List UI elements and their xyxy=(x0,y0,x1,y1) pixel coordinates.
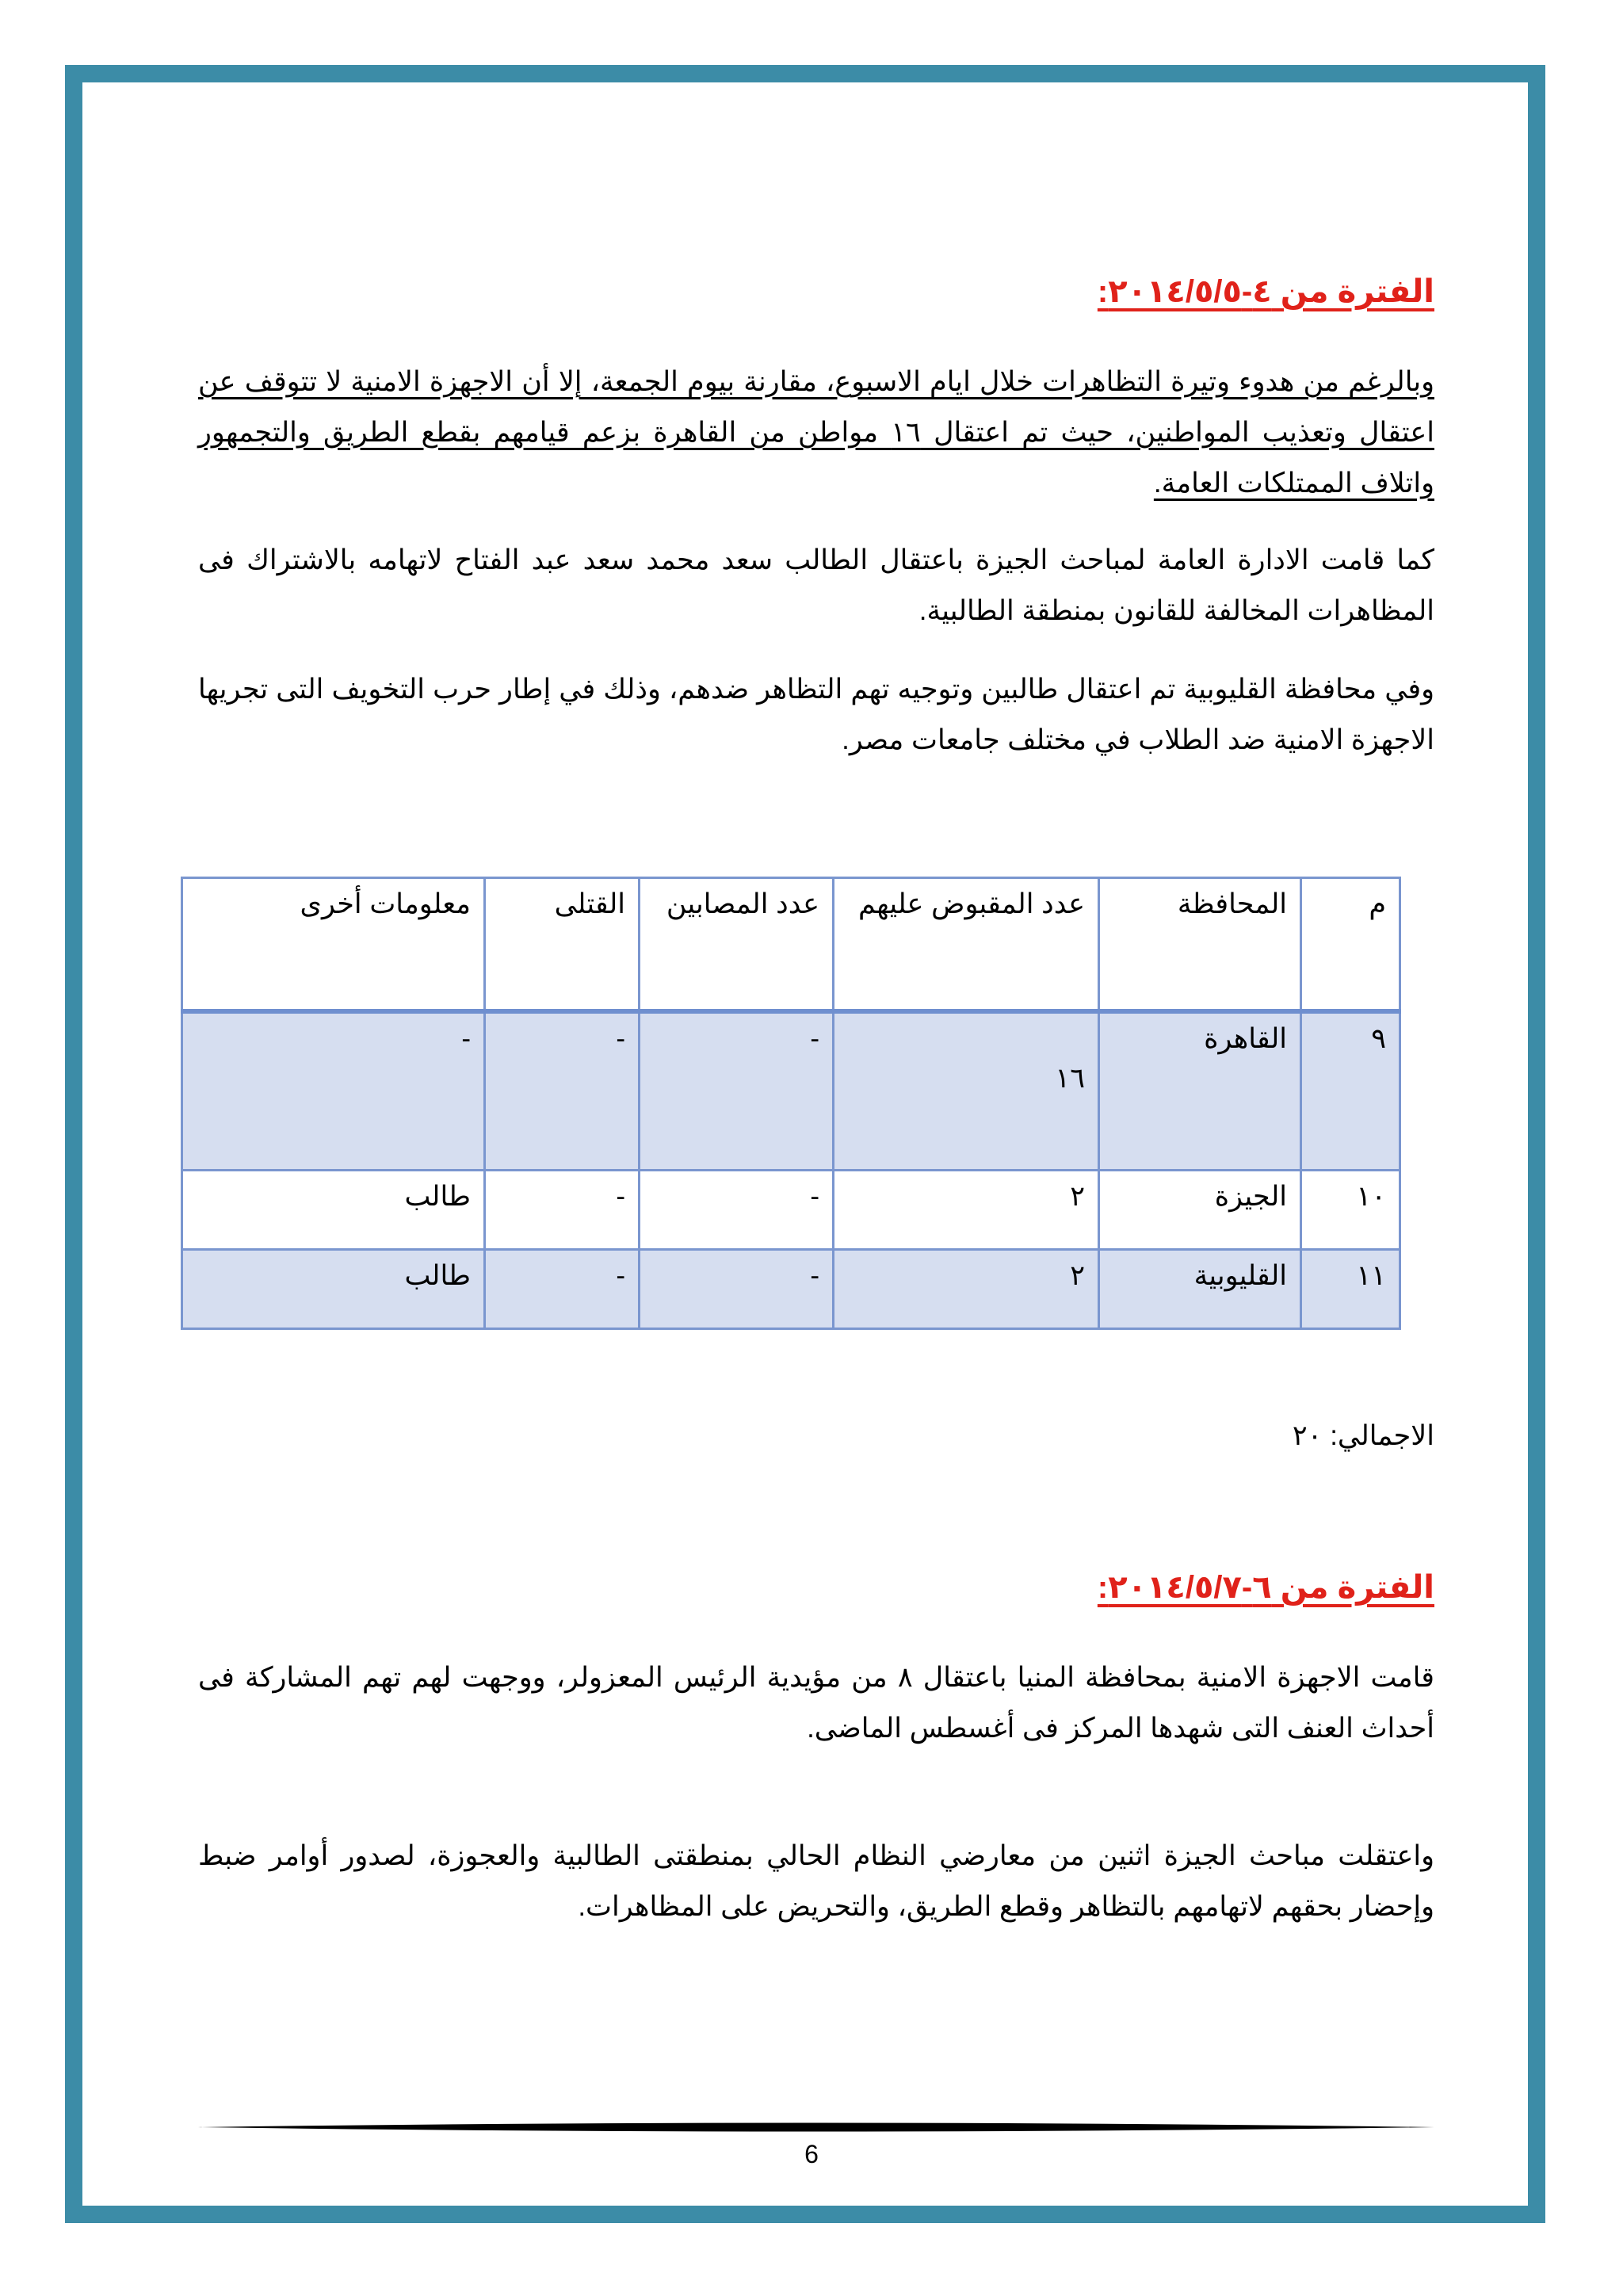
cell-injured: - xyxy=(640,1170,834,1249)
cell-other-info: طالب xyxy=(182,1249,485,1328)
footer-divider xyxy=(198,2122,1434,2133)
header-arrested: عدد المقبوض عليهم xyxy=(834,878,1099,1012)
cell-index: ١١ xyxy=(1301,1249,1400,1328)
header-killed: القتلى xyxy=(485,878,640,1012)
table-row xyxy=(182,1170,1400,1249)
cell-other-info: طالب xyxy=(182,1170,485,1249)
cell-arrested-wrap xyxy=(834,1011,1099,1170)
section1-paragraph3-wrap xyxy=(198,664,1434,766)
section1-paragraph2: كما قامت الادارة العامة لمباحث الجيزة باعتقال الطالب سعد محمد سعد عبد الفتاح لاتهامه بالاشتراك فى المظاهرات المخالفة للقانون بمنطقة الطالبية. xyxy=(198,544,1434,626)
cell-arrested: ٢ xyxy=(834,1249,1099,1328)
total-wrap xyxy=(198,1411,1434,1461)
table-header-row xyxy=(182,878,1400,1012)
section2-heading-wrap xyxy=(198,1569,1434,1606)
section2-paragraph2-wrap xyxy=(198,1831,1434,1932)
section1-paragraph3: وفي محافظة القليوبية تم اعتقال طالبين وتوجيه تهم التظاهر ضدهم، وذلك في إطار حرب التخويف التى تجريها الاجهزة الامنية ضد الطلاب في مختلف جامعات مصر. xyxy=(198,674,1434,755)
cell-killed: - xyxy=(485,1011,640,1170)
cell-governorate: الجيزة xyxy=(1099,1170,1301,1249)
cell-arrested: ١٦ xyxy=(1055,1063,1085,1094)
section1-paragraph2-wrap xyxy=(198,535,1434,636)
cell-other-info: - xyxy=(182,1011,485,1170)
section2-paragraph2: واعتقلت مباحث الجيزة اثنين من معارضي النظام الحالي بمنطقتى الطالبية والعجوزة، لصدور أوامر ضبط وإحضار بحقهم لاتهامهم بالتظاهر وقطع الطريق، والتحريض على المظاهرات. xyxy=(198,1840,1434,1922)
cell-killed: - xyxy=(485,1170,640,1249)
cell-index: ٩ xyxy=(1301,1011,1400,1170)
section1-heading-wrap xyxy=(198,273,1434,310)
section1-heading: الفترة من ٤-٢٠١٤/٥/٥: xyxy=(1097,274,1434,309)
section2-heading: الفترة من ٦-٢٠١٤/٥/٧: xyxy=(1097,1570,1434,1605)
section1-paragraph1-wrap xyxy=(198,357,1434,509)
header-injured: عدد المصابين xyxy=(640,878,834,1012)
section1-paragraph1: وبالرغم من هدوء وتيرة التظاهرات خلال ايام الاسبوع، مقارنة بيوم الجمعة، إلا أن الاجهزة الامنية لا تتوقف عن اعتقال وتعذيب المواطنين، حيث تم اعتقال ١٦ مواطن من القاهرة بزعم قيامهم بقطع الطريق والتجمهور واتلاف الممتلكات العامة. xyxy=(198,366,1434,499)
cell-injured: - xyxy=(640,1011,834,1170)
cell-governorate: القليوبية xyxy=(1099,1249,1301,1328)
table-row xyxy=(182,1249,1400,1328)
total-count: الاجمالي: ٢٠ xyxy=(1292,1420,1434,1451)
header-other-info: معلومات أخرى xyxy=(182,878,485,1012)
arrests-table xyxy=(181,877,1401,1330)
cell-injured: - xyxy=(640,1249,834,1328)
cell-governorate: القاهرة xyxy=(1099,1011,1301,1170)
page-number: 6 xyxy=(804,2140,819,2168)
cell-index: ١٠ xyxy=(1301,1170,1400,1249)
cell-killed: - xyxy=(485,1249,640,1328)
section2-paragraph1: قامت الاجهزة الامنية بمحافظة المنيا باعتقال ٨ من مؤيدية الرئيس المعزولر، ووجهت لهم تهم المشاركة فى أحداث العنف التى شهدها المركز فى أغسطس الماضى. xyxy=(198,1662,1434,1744)
section2-paragraph1-wrap xyxy=(198,1652,1434,1754)
header-index: م xyxy=(1301,878,1400,1012)
header-governorate: المحافظة xyxy=(1099,878,1301,1012)
cell-arrested: ٢ xyxy=(834,1170,1099,1249)
table-row xyxy=(182,1011,1400,1170)
